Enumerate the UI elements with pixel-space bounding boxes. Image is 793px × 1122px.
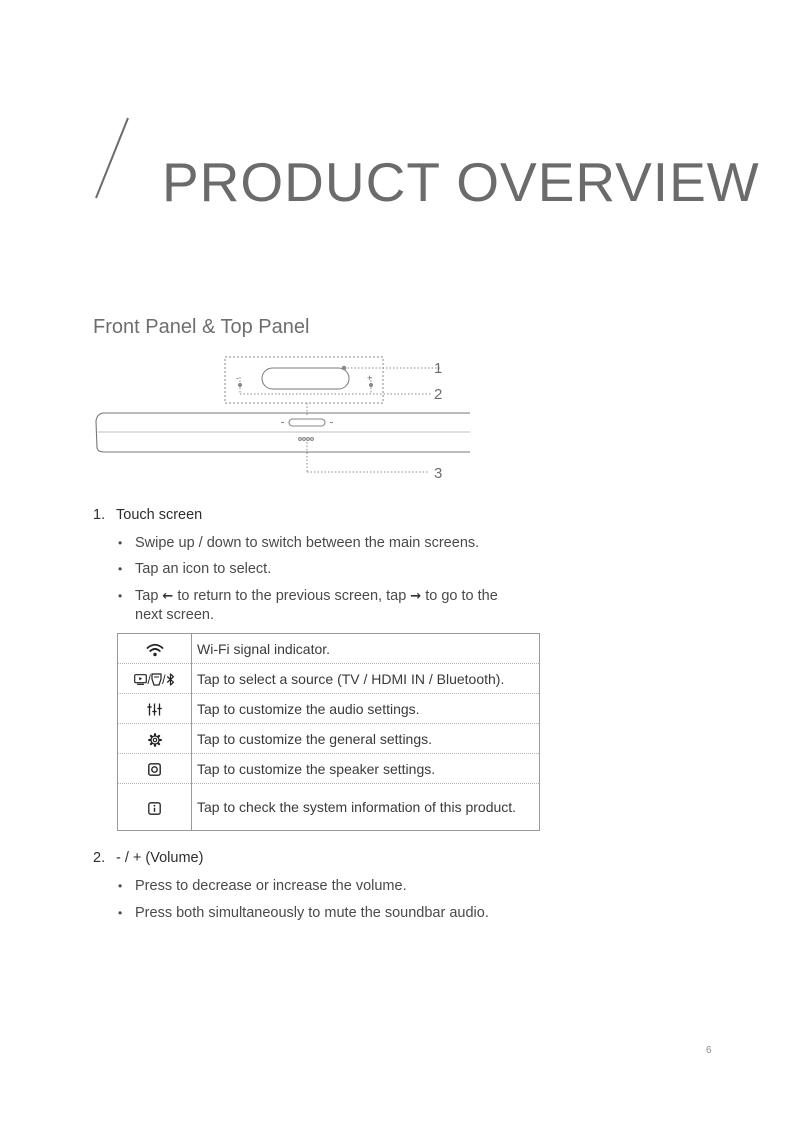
table-row <box>118 694 540 724</box>
section-title: Front Panel & Top Panel <box>93 316 310 338</box>
item-1-label: Touch screen <box>116 507 203 523</box>
title-slash-decoration <box>92 116 132 202</box>
top-minus-label: - <box>236 373 239 383</box>
bullet-item <box>118 877 555 896</box>
table-icon-cell <box>118 754 192 784</box>
table-text-cell: Tap to check the system information of this product. <box>192 784 540 831</box>
bullet-text: Press both simultaneously to mute the soundbar audio. <box>135 905 489 921</box>
item-2-label: - / + (Volume) <box>116 850 204 866</box>
table-text-cell: Tap to customize the speaker settings. <box>192 754 540 784</box>
table-text-cell: Wi-Fi signal indicator. <box>197 640 331 657</box>
table-icon-cell <box>118 694 192 724</box>
bullet-item <box>118 904 555 923</box>
page-title: PRODUCT OVERVIEW <box>162 151 760 213</box>
callout-2: 2 <box>434 386 443 403</box>
bullet-dot: • <box>118 879 123 893</box>
top-plus-label: + <box>367 373 373 383</box>
table-row <box>118 724 540 754</box>
table-icon-cell <box>118 664 192 694</box>
table-icon-cell <box>118 634 192 664</box>
table-row <box>118 754 540 784</box>
table-row <box>118 784 540 831</box>
table-icon-cell <box>118 724 192 754</box>
callout-3: 3 <box>434 465 443 482</box>
table-row <box>118 634 540 664</box>
source-separator: / <box>162 671 166 687</box>
bullet-dot: • <box>118 562 123 576</box>
soundbar-body <box>96 413 470 452</box>
top-panel-illustration <box>225 357 441 417</box>
bullet-text: Tap an icon to select. <box>135 561 272 577</box>
bullet-dot: • <box>118 589 123 603</box>
speaker-icon <box>148 763 161 776</box>
arrow-right-icon: → <box>410 589 422 604</box>
callout-1: 1 <box>434 360 443 377</box>
arrow-left-icon: ← <box>162 589 174 604</box>
bullet-text: Press to decrease or increase the volume. <box>135 878 407 894</box>
bullet-text: to go to the next screen. <box>135 588 498 623</box>
item-1-heading <box>93 507 202 523</box>
source-separator: / <box>147 671 151 687</box>
item-1-number: 1. <box>93 507 106 523</box>
wifi-icon <box>146 643 164 657</box>
item-2-heading <box>93 850 203 866</box>
soundbar-diagram <box>90 350 470 485</box>
page-number: 6 <box>706 1045 712 1056</box>
equalizer-icon <box>147 703 162 716</box>
gear-icon <box>148 733 162 747</box>
bullet-item <box>118 560 535 579</box>
table-text-cell: Tap to customize the audio settings. <box>192 694 540 724</box>
item-2-number: 2. <box>93 850 106 866</box>
info-icon <box>148 802 161 815</box>
bullet-text: Swipe up / down to switch between the main screens. <box>135 535 480 551</box>
icon-table <box>117 633 540 831</box>
bullet-item-navigation <box>118 587 515 625</box>
table-icon-cell <box>118 784 192 831</box>
hdmi-icon <box>151 673 162 686</box>
bullet-item <box>118 534 535 553</box>
table-text-cell: Tap to select a source (TV / HDMI IN / Bluetooth). <box>192 664 540 694</box>
table-text-cell: Tap to customize the general settings. <box>192 724 540 754</box>
callout-3-leader <box>307 442 429 472</box>
bluetooth-icon <box>166 673 175 686</box>
bullet-dot: • <box>118 906 123 920</box>
table-row <box>118 664 540 694</box>
bullet-text: Tap <box>135 588 159 604</box>
bullet-text: to return to the previous screen, tap <box>177 588 407 604</box>
bullet-dot: • <box>118 536 123 550</box>
tv-icon <box>134 674 147 685</box>
